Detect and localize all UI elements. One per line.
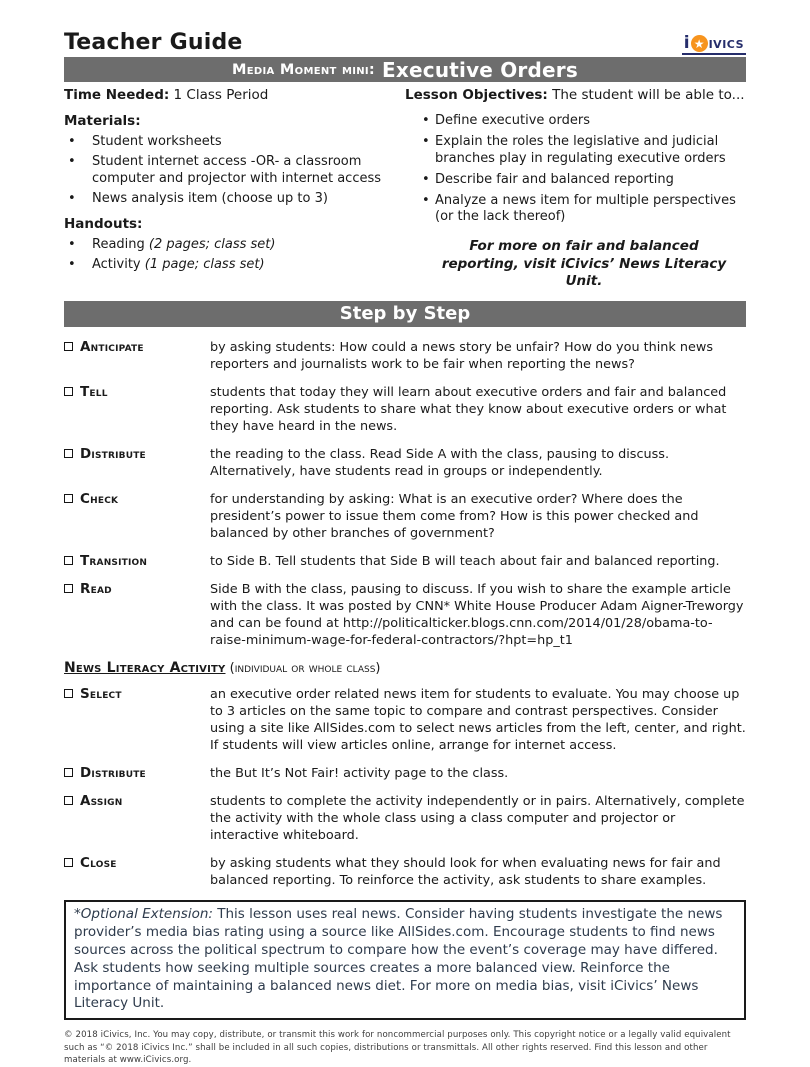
step-row xyxy=(64,553,746,570)
step-row xyxy=(64,491,746,542)
bullet-icon: • xyxy=(68,256,76,272)
step-text: students to complete the activity independently or in pairs. Alternatively, complete the activity with the whole class using a class computer and projector or interactive whiteboard. xyxy=(210,794,745,844)
step-text: the But It’s Not Fair! activity page to the class. xyxy=(210,766,509,782)
time-needed-label: Time Needed: xyxy=(64,87,170,103)
step-text: an executive order related news item for students to evaluate. You may choose up to 3 articles on the same topic to compare and contrast perspectives. Consider using a site like AllSides.com to select news articles from the left, center, and right. If students will view articles online, arrange for internet access. xyxy=(210,687,746,754)
objectives-column xyxy=(412,113,746,291)
materials-heading: Materials: xyxy=(64,113,141,129)
step-text: by asking students what they should look for when evaluating news for fair and balanced reporting. To reinforce the activity, ask students to share examples. xyxy=(210,856,721,889)
step-checkbox xyxy=(64,342,73,351)
news-literacy-activity-heading xyxy=(64,660,746,676)
materials-column xyxy=(64,113,412,291)
extension-label: *Optional Extension: xyxy=(74,906,213,923)
lesson-title-banner xyxy=(64,57,746,82)
step-checkbox xyxy=(64,689,73,698)
step-text: the reading to the class. Read Side A with the class, pausing to discuss. Alternatively, have students read in groups or independently. xyxy=(210,447,670,480)
step-text: Side B with the class, pausing to discuss. If you wish to share the example article with the class. It was posted by CNN* White House Producer Adam Aigner-Treworgy and can be found at http://politicalticker.blogs.cnn.com/2014/01/28/obama-to-raise-minimum-wage-for-federal-contractors/?hpt=hp_t1 xyxy=(210,582,744,649)
step-row xyxy=(64,581,746,649)
time-needed-value: 1 Class Period xyxy=(169,87,269,103)
extension-text: This lesson uses real news. Consider having students investigate the news provider’s media bias rating using a source like AllSides.com. Encourage students to find news sources across the political spectrum to compare how the event’s coverage may have differed. Ask students how seeking multiple sources creates a more balanced view. Reinforce the importance of maintaining a balanced news diet. For more on media bias, visit iCivics’ News Literacy Unit. xyxy=(74,906,723,1012)
step-label: Anticipate xyxy=(80,338,144,355)
copyright-footer: © 2018 iCivics, Inc. You may copy, distribute, or transmit this work for noncommercial purposes only. This copyright notice or a legally valid equivalent such as “© 2018 iCivics Inc.” shall be included in all such copies, distributions or transmittals. All other rights reserved. Find this lesson and other materials at www.iCivics.org. xyxy=(64,1030,731,1066)
step-row xyxy=(64,686,746,754)
handout-detail: (1 page; class set) xyxy=(144,256,265,272)
step-text: by asking students: How could a news story be unfair? How do you think news reporters and journalists work to be fair when reporting the news? xyxy=(210,339,714,372)
bullet-icon: • xyxy=(68,154,76,170)
step-row xyxy=(64,384,746,435)
logo-letters-rest: ivics xyxy=(708,34,744,52)
materials-list xyxy=(64,133,412,208)
icivics-star-icon: ★ xyxy=(691,35,708,52)
list-item: • Activity (1 page; class set) xyxy=(64,256,412,273)
list-item: • Student worksheets xyxy=(64,133,412,150)
step-label: Distribute xyxy=(80,765,146,782)
step-text: students that today they will learn about executive orders and fair and balanced reporting. Ask students to share what they know about executive orders or what they have heard in the news. xyxy=(210,385,727,435)
step-label: Assign xyxy=(80,793,123,810)
meta-row xyxy=(64,87,746,103)
bullet-icon: • xyxy=(422,171,430,187)
step-checkbox xyxy=(64,796,73,805)
handouts-heading: Handouts: xyxy=(64,215,143,232)
handout-detail: (2 pages; class set) xyxy=(148,236,276,252)
banner-lesson-title: Executive Orders xyxy=(382,57,578,82)
handouts-list xyxy=(64,236,412,273)
step-by-step-banner xyxy=(64,301,746,327)
step-label: Read xyxy=(80,581,112,598)
list-item: • Student internet access -OR- a classroom computer and projector with internet access xyxy=(64,153,412,187)
top-columns xyxy=(64,113,746,291)
step-label: Transition xyxy=(80,553,148,570)
step-label: Tell xyxy=(80,384,108,401)
step-label: Distribute xyxy=(80,446,146,463)
step-row xyxy=(64,339,746,373)
page-title: Teacher Guide xyxy=(64,30,243,55)
objectives-list xyxy=(422,113,746,226)
step-by-step-title: Step by Step xyxy=(339,303,471,325)
steps-section xyxy=(64,339,746,889)
activity-heading-suffix: (individual or whole class) xyxy=(225,661,381,677)
optional-extension-box xyxy=(64,900,746,1020)
step-checkbox xyxy=(64,387,73,396)
logo-letter-i: i xyxy=(683,33,690,53)
step-label: Close xyxy=(80,855,117,872)
step-checkbox xyxy=(64,768,73,777)
objective-item: • Explain the roles the legislative and judicial branches play in regulating executive orders xyxy=(422,133,726,166)
step-checkbox xyxy=(64,556,73,565)
step-row xyxy=(64,793,746,844)
step-label: Check xyxy=(80,491,119,508)
bullet-icon: • xyxy=(422,113,430,128)
bullet-icon: • xyxy=(68,191,76,207)
objective-item: • Describe fair and balanced reporting xyxy=(422,171,674,187)
objective-item: • Define executive orders xyxy=(422,113,590,128)
step-row xyxy=(64,765,746,782)
bullet-icon: • xyxy=(68,236,76,252)
list-item: • News analysis item (choose up to 3) xyxy=(64,190,412,207)
banner-series-prefix: Media Moment mini: xyxy=(232,61,376,78)
step-checkbox xyxy=(64,858,73,867)
step-text: to Side B. Tell students that Side B will teach about fair and balanced reporting. xyxy=(210,554,720,570)
lesson-objectives-label: Lesson Objectives: xyxy=(405,87,548,103)
time-needed xyxy=(64,87,405,103)
step-row xyxy=(64,446,746,480)
page-header xyxy=(64,30,746,55)
lesson-objectives-text: The student will be able to... xyxy=(547,87,745,103)
step-text: for understanding by asking: What is an executive order? Where does the president’s power to issue them come from? How is this power checked and balanced by other branches of government? xyxy=(210,492,699,542)
lesson-objectives-intro xyxy=(405,87,746,103)
step-label: Select xyxy=(80,686,122,703)
activity-heading-title: News Literacy Activity xyxy=(64,660,226,677)
bullet-icon: • xyxy=(422,192,430,208)
objectives-note: For more on fair and balanced reporting, visit iCivics’ News Literacy Unit. xyxy=(441,238,727,290)
list-item: • Reading (2 pages; class set) xyxy=(64,236,412,253)
icivics-logo xyxy=(682,35,746,55)
step-checkbox xyxy=(64,449,73,458)
objective-item: • Analyze a news item for multiple perspectives (or the lack thereof) xyxy=(422,192,736,225)
step-checkbox xyxy=(64,584,73,593)
bullet-icon: • xyxy=(422,133,430,149)
step-checkbox xyxy=(64,494,73,503)
bullet-icon: • xyxy=(68,134,76,149)
step-row xyxy=(64,855,746,889)
